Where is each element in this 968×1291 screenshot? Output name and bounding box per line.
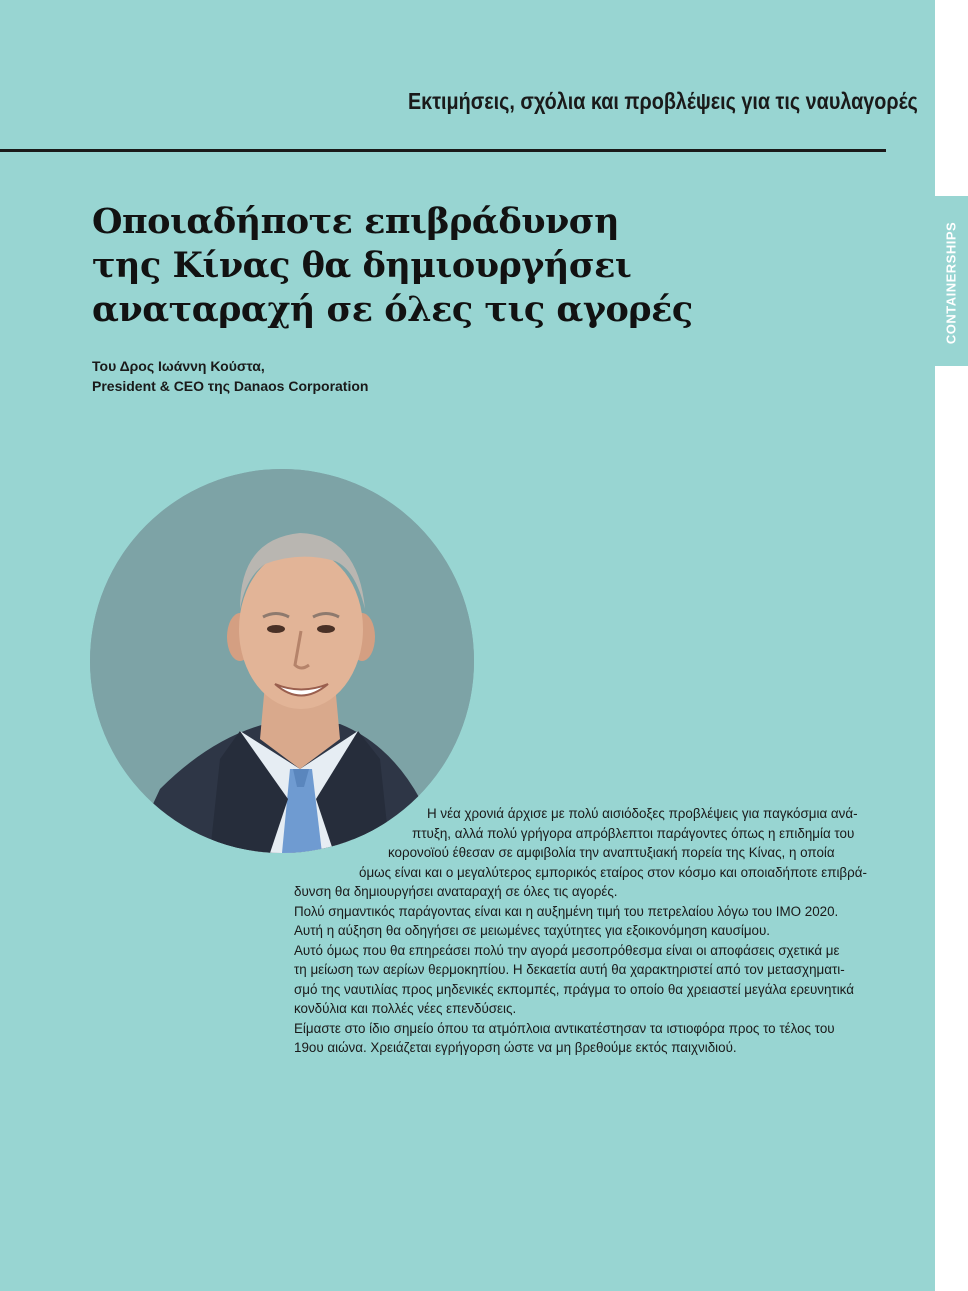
body-line-9: τη μείωση των αερίων θερμοκηπίου. Η δεκαετία αυτή θα χαρακτηριστεί από τον μετασχηματι- xyxy=(294,962,845,977)
page-margin-strip xyxy=(935,0,968,1291)
body-line-13: 19ου αιώνα. Χρειάζεται εγρήγορση ώστε να μη βρεθούμε εκτός παιχνιδιού. xyxy=(294,1040,737,1055)
body-line-4: όμως είναι και ο μεγαλύτερος εμπορικός εταίρος στον κόσμο και οποιαδήποτε επιβρά- xyxy=(359,865,867,880)
body-line-8: Αυτό όμως που θα επηρεάσει πολύ την αγορά μεσοπρόθεσμα είναι οι αποφάσεις σχετικά με xyxy=(294,943,840,958)
body-line-3: κορονοϊού έθεσαν σε αμφιβολία την αναπτυξιακή πορεία της Κίνας, η οποία xyxy=(388,845,835,860)
headline-line-3: αναταραχή σε όλες τις αγορές xyxy=(92,289,693,330)
byline-role: President & CEO της Danaos Corporation xyxy=(92,378,369,394)
side-tab-label: CONTAINERSHIPS xyxy=(943,221,959,345)
body-line-10: σμό της ναυτιλίας προς μηδενικές εκπομπές, πράγμα το οποίο θα χρειαστεί μεγάλα ερευνητικά xyxy=(294,982,854,997)
body-line-12: Είμαστε στο ίδιο σημείο όπου τα ατμόπλοια αντικατέστησαν τα ιστιοφόρα προς το τέλος του xyxy=(294,1021,835,1036)
body-line-1: Η νέα χρονιά άρχισε με πολύ αισιόδοξες προβλέψεις για παγκόσμια ανά- xyxy=(427,806,858,821)
body-line-5: δυνση θα δημιουργήσει αναταραχή σε όλες τις αγορές. xyxy=(294,884,618,899)
body-line-2: πτυξη, αλλά πολύ γρήγορα απρόβλεπτοι παράγοντες όπως η επιδημία του xyxy=(412,826,855,841)
headline-line-2: της Κίνας θα δημιουργήσει xyxy=(92,245,632,286)
body-line-6: Πολύ σημαντικός παράγοντας είναι και η αυξημένη τιμή του πετρελαίου λόγω του IMO 2020. xyxy=(294,904,839,919)
headline-line-1: Οποιαδήποτε επιβράδυνση xyxy=(92,201,620,242)
body-line-7: Αυτή η αύξηση θα οδηγήσει σε μειωμένες ταχύτητες για εξοικονόμηση καυσίμου. xyxy=(294,923,771,938)
body-line-11: κονδύλια και πολλές νέες επενδύσεις. xyxy=(294,1001,517,1016)
byline-author: Του Δρος Ιωάννη Κούστα, xyxy=(92,358,265,374)
section-header: Εκτιμήσεις, σχόλια και προβλέψεις για τις ναυλαγορές xyxy=(408,88,918,114)
